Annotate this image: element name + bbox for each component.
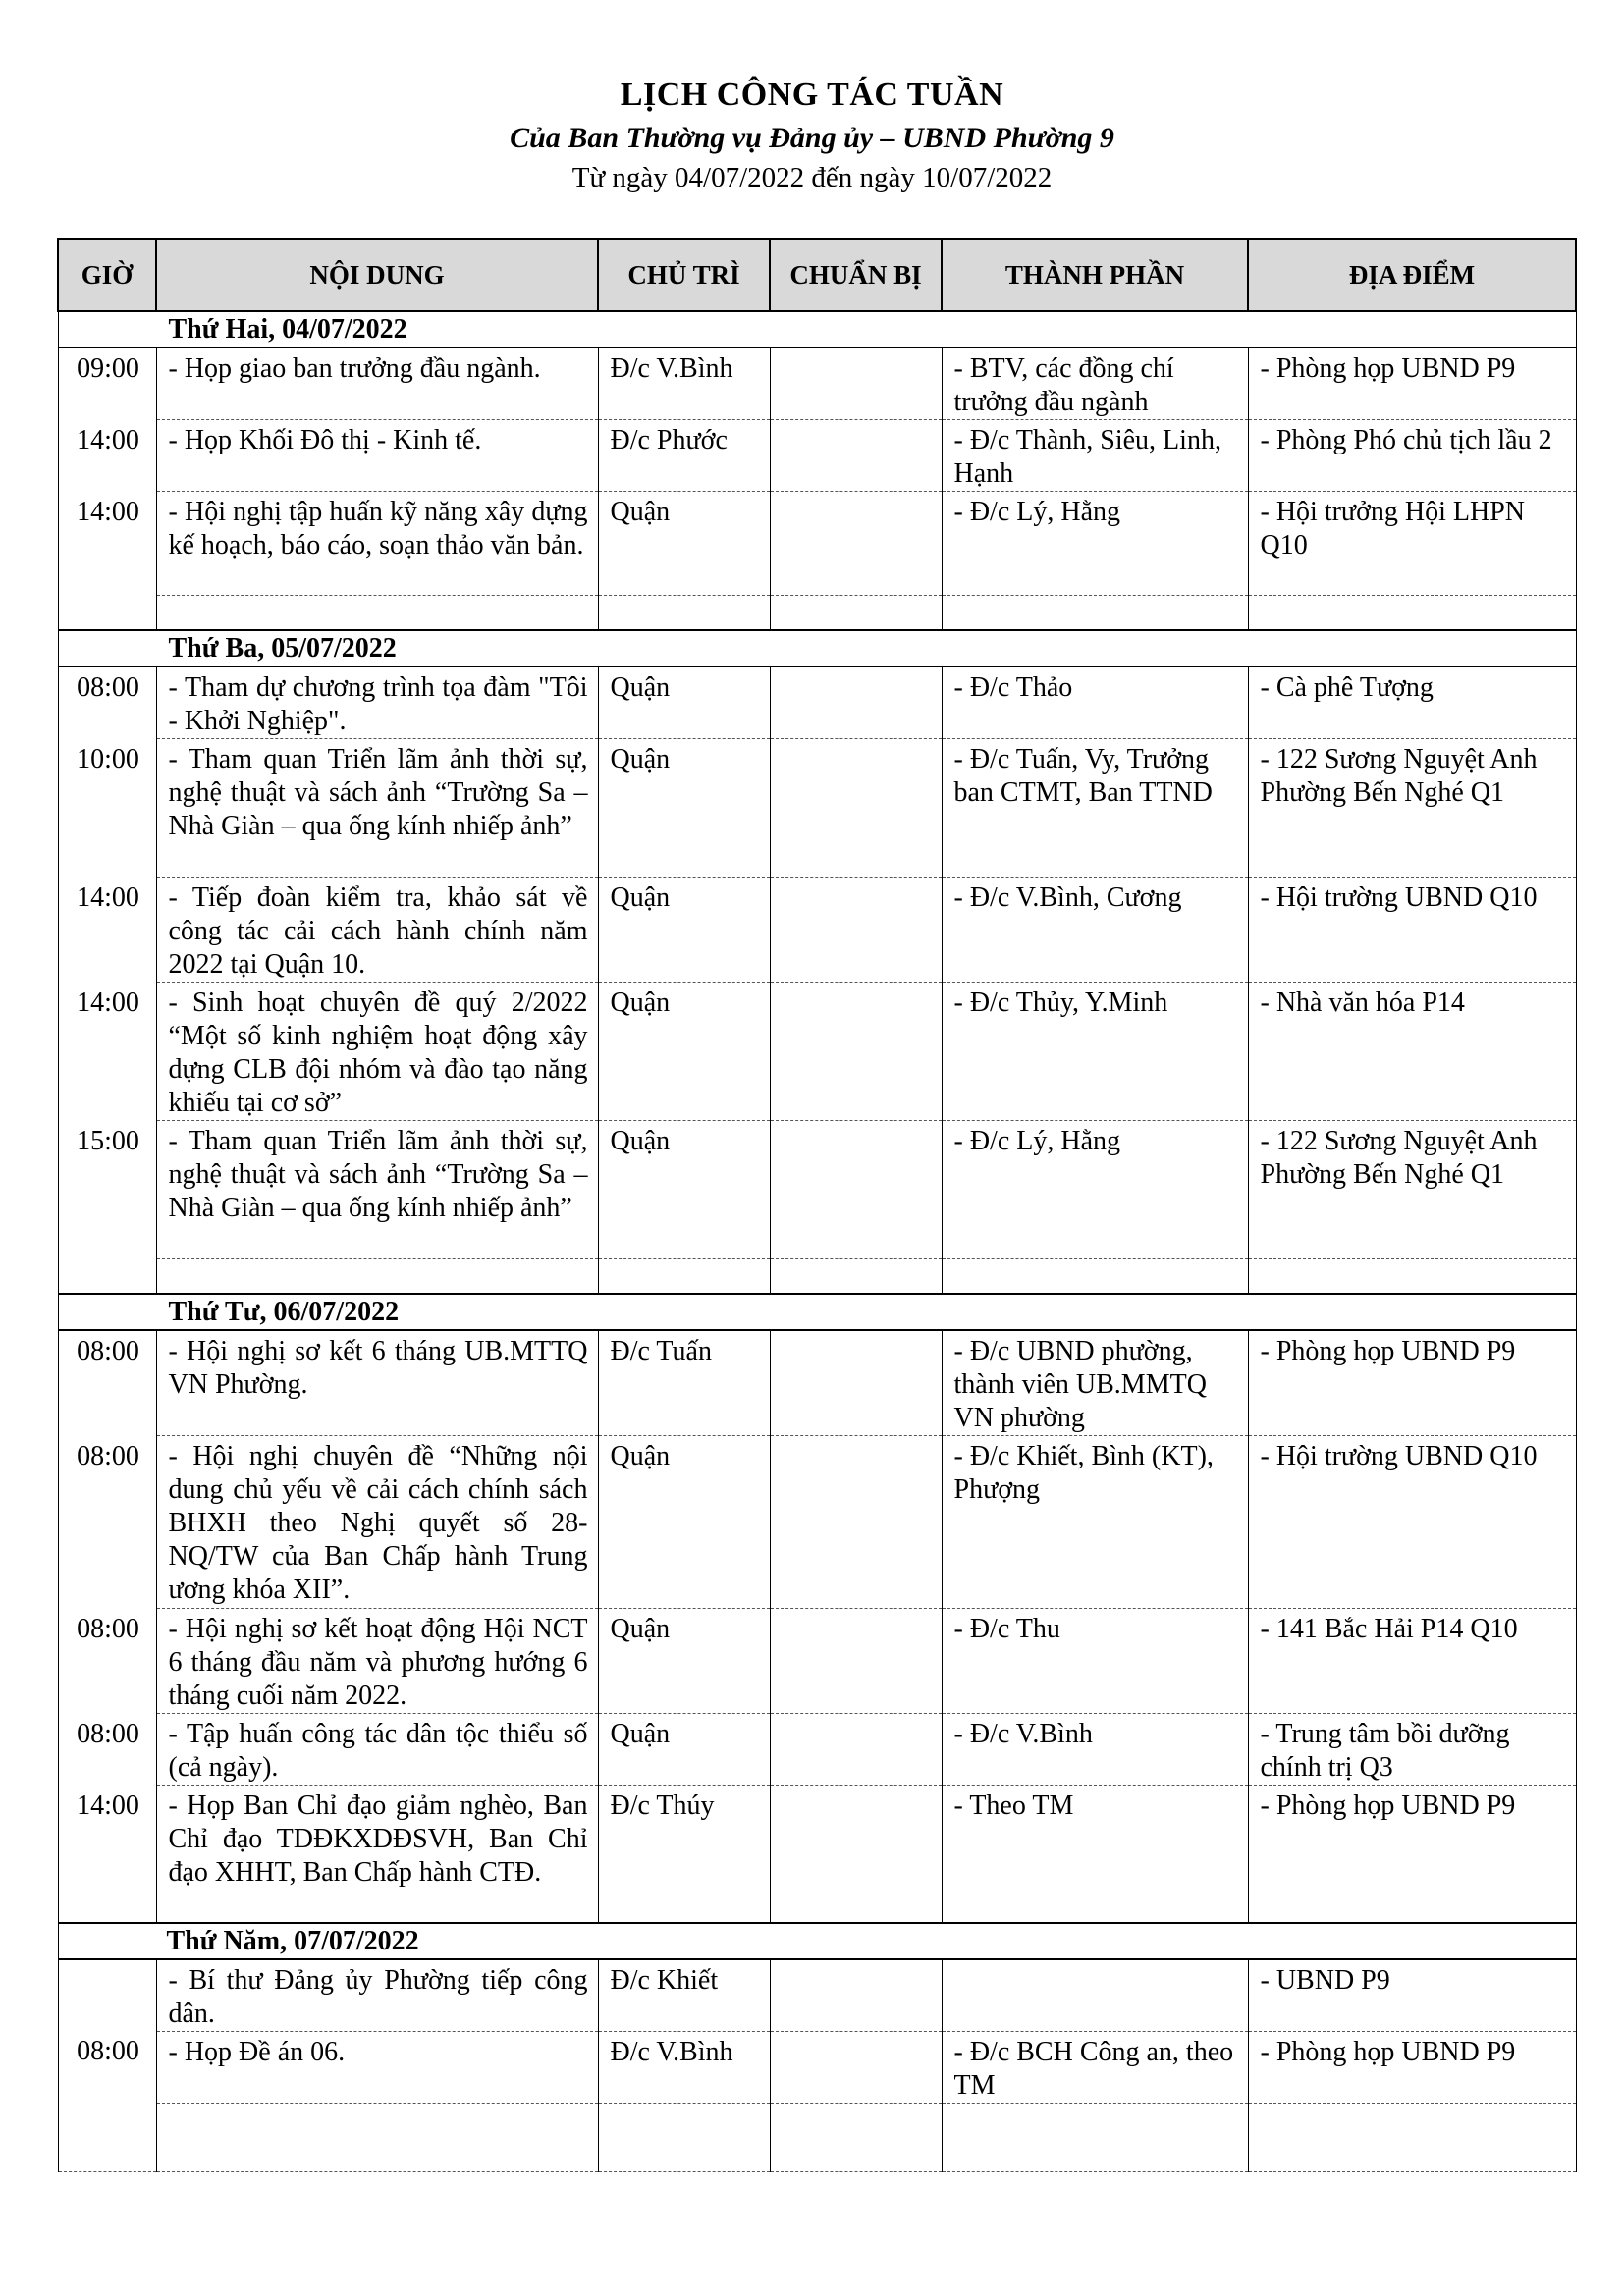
table-header-row (58, 239, 1576, 311)
cell-chair: Quận (598, 739, 770, 878)
cell-location: - 122 Sương Nguyệt Anh Phường Bến Nghé Q1 (1248, 739, 1576, 878)
cell-location: - Hội trường UBND Q10 (1248, 1436, 1576, 1609)
cell-chair: Quận (598, 983, 770, 1121)
cell-location: - Phòng Phó chủ tịch lầu 2 (1248, 420, 1576, 492)
cell-prepare (770, 1786, 942, 1923)
cell-time: 08:00 (58, 1609, 156, 1714)
cell-content: - Tiếp đoàn kiểm tra, khảo sát về công tác cải cách hành chính năm 2022 tại Quận 10. (156, 878, 598, 983)
table-row (58, 878, 1576, 983)
cell-time: 15:00 (58, 1121, 156, 1259)
cell-location: - Phòng họp UBND P9 (1248, 2031, 1576, 2103)
cell-content: - Tham quan Triển lãm ảnh thời sự, nghệ thuật và sách ảnh “Trường Sa – Nhà Giàn – qua ống kính nhiếp ảnh” (156, 739, 598, 878)
cell-time: 08:00 (58, 1714, 156, 1786)
table-row (58, 2031, 1576, 2103)
cell-prepare (770, 667, 942, 739)
cell-chair: Quận (598, 1714, 770, 1786)
day-label: Thứ Tư, 06/07/2022 (58, 1294, 1576, 1330)
day-label: Thứ Hai, 04/07/2022 (58, 311, 1576, 347)
cell-prepare (770, 739, 942, 878)
day-label: Thứ Ba, 05/07/2022 (58, 630, 1576, 667)
table-row (58, 1959, 1576, 2032)
cell-time: 08:00 (58, 667, 156, 739)
cell-chair: Quận (598, 492, 770, 596)
document-subtitle: Của Ban Thường vụ Đảng ủy – UBND Phường 9 (510, 122, 1114, 154)
cell-participants: - Đ/c BCH Công an, theo TM (942, 2031, 1248, 2103)
empty-row (58, 2103, 1576, 2171)
cell-location: - Trung tâm bồi dưỡng chính trị Q3 (1248, 1714, 1576, 1786)
cell-chair: Quận (598, 1609, 770, 1714)
day-header-row (58, 1294, 1576, 1330)
document-date-range: Từ ngày 04/07/2022 đến ngày 10/07/2022 (571, 162, 1053, 193)
day-header-row (58, 630, 1576, 667)
table-row (58, 1714, 1576, 1786)
cell-location: - Phòng họp UBND P9 (1248, 1786, 1576, 1923)
cell-content: - Bí thư Đảng ủy Phường tiếp công dân. (156, 1959, 598, 2032)
cell-participants: - Đ/c Lý, Hằng (942, 1121, 1248, 1259)
cell-participants: - Đ/c UBND phường, thành viên UB.MMTQ VN phường (942, 1330, 1248, 1436)
cell-location: - Cà phê Tượng (1248, 667, 1576, 739)
cell-chair: Đ/c Tuấn (598, 1330, 770, 1436)
cell-content: - Tập huấn công tác dân tộc thiểu số (cả ngày). (156, 1714, 598, 1786)
cell-time: 09:00 (58, 347, 156, 420)
table-row (58, 1786, 1576, 1923)
cell-participants: - Đ/c V.Bình, Cương (942, 878, 1248, 983)
cell-content: - Hội nghị sơ kết hoạt động Hội NCT 6 tháng đầu năm và phương hướng 6 tháng cuối năm 2022. (156, 1609, 598, 1714)
cell-participants (942, 1959, 1248, 2032)
cell-prepare (770, 1959, 942, 2032)
cell-content: - Họp giao ban trưởng đầu ngành. (156, 347, 598, 420)
cell-content: - Hội nghị tập huấn kỹ năng xây dựng kế hoạch, báo cáo, soạn thảo văn bản. (156, 492, 598, 596)
cell-content: - Họp Đề án 06. (156, 2031, 598, 2103)
cell-participants: - Đ/c Thủy, Y.Minh (942, 983, 1248, 1121)
cell-chair: Đ/c Khiết (598, 1959, 770, 2032)
column-header-location: ĐỊA ĐIỂM (1248, 239, 1576, 311)
column-header-chair: CHỦ TRÌ (598, 239, 770, 311)
table-row (58, 1330, 1576, 1436)
cell-prepare (770, 1436, 942, 1609)
cell-content: - Tham quan Triển lãm ảnh thời sự, nghệ thuật và sách ảnh “Trường Sa – Nhà Giàn – qua ống kính nhiếp ảnh” (156, 1121, 598, 1259)
cell-prepare (770, 983, 942, 1121)
cell-prepare (770, 2031, 942, 2103)
cell-content: - Tham dự chương trình tọa đàm "Tôi - Khởi Nghiệp". (156, 667, 598, 739)
cell-time: 14:00 (58, 420, 156, 492)
cell-chair: Quận (598, 1121, 770, 1259)
cell-participants: - Đ/c Thu (942, 1609, 1248, 1714)
cell-chair: Quận (598, 878, 770, 983)
cell-participants: - Đ/c V.Bình (942, 1714, 1248, 1786)
day-header-row (58, 311, 1576, 347)
cell-time (58, 1959, 156, 2032)
day-header-row (58, 1923, 1576, 1959)
cell-time: 10:00 (58, 739, 156, 878)
cell-chair: Quận (598, 1436, 770, 1609)
schedule-table (57, 238, 1577, 2172)
table-row (58, 492, 1576, 596)
cell-prepare (770, 347, 942, 420)
column-header-content: NỘI DUNG (156, 239, 598, 311)
column-header-prepare: CHUẨN BỊ (770, 239, 942, 311)
cell-content: - Họp Khối Đô thị - Kinh tế. (156, 420, 598, 492)
empty-row (58, 1259, 1576, 1295)
cell-time: 08:00 (58, 2031, 156, 2103)
cell-content: - Hội nghị sơ kết 6 tháng UB.MTTQ VN Phường. (156, 1330, 598, 1436)
table-row (58, 1609, 1576, 1714)
cell-location: - UBND P9 (1248, 1959, 1576, 2032)
cell-time: 14:00 (58, 492, 156, 596)
cell-prepare (770, 420, 942, 492)
table-row (58, 739, 1576, 878)
cell-time: 08:00 (58, 1436, 156, 1609)
table-row (58, 1436, 1576, 1609)
cell-location: - Phòng họp UBND P9 (1248, 347, 1576, 420)
cell-prepare (770, 1609, 942, 1714)
cell-content: - Hội nghị chuyên đề “Những nội dung chủ yếu về cải cách chính sách BHXH theo Nghị quyết số 28-NQ/TW của Ban Chấp hành Trung ương khóa XII”. (156, 1436, 598, 1609)
column-header-participants: THÀNH PHẦN (942, 239, 1248, 311)
table-row (58, 347, 1576, 420)
cell-prepare (770, 1121, 942, 1259)
table-row (58, 983, 1576, 1121)
cell-time: 08:00 (58, 1330, 156, 1436)
cell-participants: - Đ/c Thảo (942, 667, 1248, 739)
cell-location: - Phòng họp UBND P9 (1248, 1330, 1576, 1436)
cell-location: - 141 Bắc Hải P14 Q10 (1248, 1609, 1576, 1714)
empty-row (58, 596, 1576, 631)
table-row (58, 667, 1576, 739)
cell-participants: - Đ/c Tuấn, Vy, Trưởng ban CTMT, Ban TTND (942, 739, 1248, 878)
cell-chair: Đ/c Thúy (598, 1786, 770, 1923)
cell-chair: Đ/c V.Bình (598, 347, 770, 420)
day-label: Thứ Năm, 07/07/2022 (58, 1923, 1576, 1959)
cell-prepare (770, 1330, 942, 1436)
cell-location: - 122 Sương Nguyệt Anh Phường Bến Nghé Q1 (1248, 1121, 1576, 1259)
document-title: LỊCH CÔNG TÁC TUẦN (620, 77, 1004, 113)
cell-content: - Họp Ban Chỉ đạo giảm nghèo, Ban Chỉ đạo TDĐKXDĐSVH, Ban Chỉ đạo XHHT, Ban Chấp hành CTĐ. (156, 1786, 598, 1923)
cell-content: - Sinh hoạt chuyên đề quý 2/2022 “Một số kinh nghiệm hoạt động xây dựng CLB đội nhóm và đào tạo năng khiếu tại cơ sở” (156, 983, 598, 1121)
cell-participants: - BTV, các đồng chí trưởng đầu ngành (942, 347, 1248, 420)
column-header-time: GIỜ (58, 239, 156, 311)
cell-time: 14:00 (58, 1786, 156, 1923)
table-row (58, 420, 1576, 492)
cell-participants: - Đ/c Lý, Hằng (942, 492, 1248, 596)
cell-chair: Đ/c Phước (598, 420, 770, 492)
cell-location: - Hội trưởng Hội LHPN Q10 (1248, 492, 1576, 596)
cell-participants: - Đ/c Khiết, Bình (KT), Phượng (942, 1436, 1248, 1609)
cell-participants: - Theo TM (942, 1786, 1248, 1923)
cell-chair: Đ/c V.Bình (598, 2031, 770, 2103)
cell-prepare (770, 1714, 942, 1786)
cell-time: 14:00 (58, 983, 156, 1121)
cell-chair: Quận (598, 667, 770, 739)
cell-time: 14:00 (58, 878, 156, 983)
cell-prepare (770, 492, 942, 596)
cell-location: - Hội trường UBND Q10 (1248, 878, 1576, 983)
cell-location: - Nhà văn hóa P14 (1248, 983, 1576, 1121)
table-row (58, 1121, 1576, 1259)
cell-prepare (770, 878, 942, 983)
cell-participants: - Đ/c Thành, Siêu, Linh, Hạnh (942, 420, 1248, 492)
